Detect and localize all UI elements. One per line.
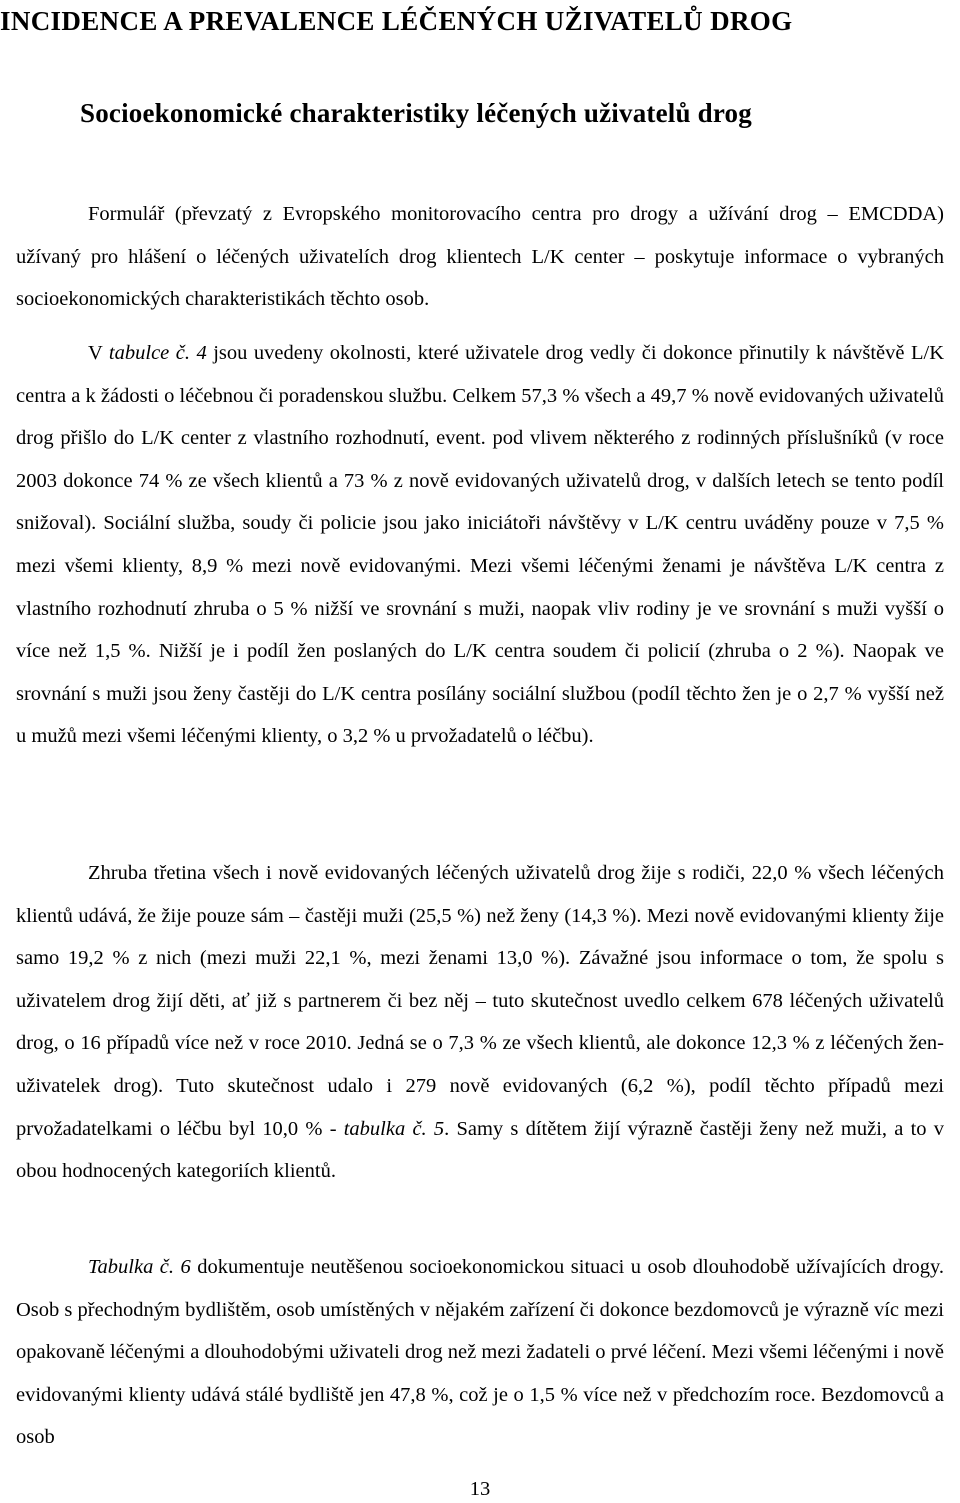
paragraph-4 (16, 1246, 944, 1459)
section-title: Socioekonomické charakteristiky léčených uživatelů drog (80, 98, 752, 128)
paragraph-3-text-b: . Samy s dítětem žijí výrazně častěji ženy než muži, a to v obou hodnocených kategoriích klientů. (16, 1117, 944, 1183)
page-number: 13 (469, 1478, 491, 1500)
paragraph-4-text: dokumentuje neutěšenou socioekonomickou situaci u osob dlouhodobě užívajících drogy. Osob s přechodným bydlištěm, osob umístěných v nějakém zařízení či dokonce bezdomovců je výrazně víc mezi opakovaně léčenými a dlouhodobými uživateli drog než mezi žadateli o prvé léčení. Mezi všemi léčenými i nově evidovanými klienty udává stálé bydliště jen 47,8 %, což je o 1,5 % více než v předchozím roce. Bezdomovců a osob (16, 1256, 944, 1449)
chapter-title: INCIDENCE A PREVALENCE LÉČENÝCH UŽIVATELŮ DROG (0, 6, 793, 36)
table-reference-6: Tabulka č. 6 (88, 1256, 191, 1278)
paragraph-2-prefix: V (88, 342, 109, 364)
paragraph-3 (16, 852, 944, 1193)
table-reference-4: tabulce č. 4 (108, 342, 207, 364)
paragraph-1-text: Formulář (převzatý z Evropského monitorovacího centra pro drogy a užívání drog – EMCDDA) užívaný pro hlášení o léčených uživatelích drog klientech L/K center – poskytuje informace o vybraných socioekonomických charakteristikách těchto osob. (16, 203, 944, 311)
paragraph-3-text-a: Zhruba třetina všech i nově evidovaných léčených uživatelů drog žije s rodiči, 22,0 % všech léčených klientů udává, že žije pouze sám – častěji muži (25,5 %) než ženy (14,3 %). Mezi nově evidovanými klienty žije samo 19,2 % z nich (mezi muži 22,1 %, mezi ženami 13,0 %). Závažné jsou informace o tom, že spolu s uživatelem drog žijí děti, ať již s partnerem či bez něj – tuto skutečnost uvedlo celkem 678 léčených uživatelů drog, o 16 případů více než v roce 2010. Jedná se o 7,3 % ze všech klientů, ale dokonce 12,3 % z léčených žen-uživatelek drog). Tuto skutečnost udalo i 279 nově evidovaných (6,2 %), podíl těchto případů mezi prvožadatelkami o léčbu byl 10,0 % - (16, 862, 944, 1140)
paragraph-2 (16, 332, 944, 758)
paragraph-2-text: jsou uvedeny okolnosti, které uživatele drog vedly či dokonce přinutily k návštěvě L/K centra a k žádosti o léčebnou či poradenskou službu. Celkem 57,3 % všech a 49,7 % nově evidovaných uživatelů drog přišlo do L/K center z vlastního rozhodnutí, event. pod vlivem některého z rodinných příslušníků (v roce 2003 dokonce 74 % ze všech klientů a 73 % z nově evidovaných uživatelů drog, v dalších letech se tento podíl snižoval). Sociální služba, soudy či policie jsou jako iniciátoři návštěvy v L/K centru uváděny pouze v 7,5 % mezi všemi klienty, 8,9 % mezi nově evidovanými. Mezi všemi léčenými ženami je návštěva L/K centra z vlastního rozhodnutí zhruba o 5 % nižší ve srovnání s muži, naopak vliv rodiny je ve srovnání s muži vyšší o více než 1,5 %. Nižší je i podíl žen poslaných do L/K centra soudem či policií (zhruba o 2 %). Naopak ve srovnání s muži jsou ženy častěji do L/K centra posílány sociální službou (podíl těchto žen je o 2,7 % vyšší než u mužů mezi všemi léčenými klienty, o 3,2 % u prvožadatelů o léčbu). (16, 342, 944, 748)
table-reference-5: tabulka č. 5 (343, 1117, 445, 1140)
paragraph-1 (16, 193, 944, 321)
